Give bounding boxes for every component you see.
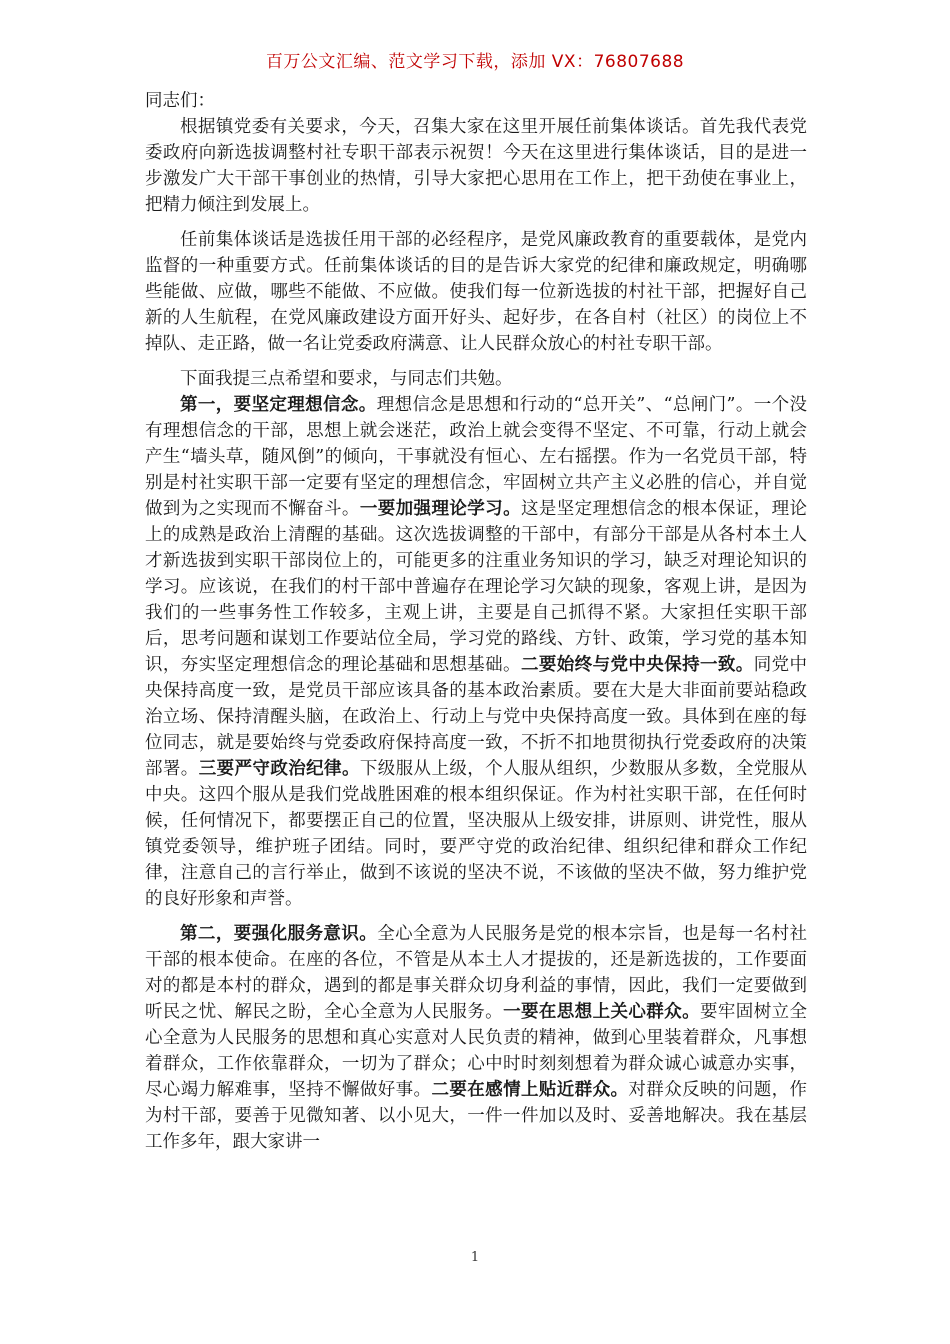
point-heading: 三要严守政治纪律。 [198,759,360,779]
paragraph-purpose: 任前集体谈话是选拔任用干部的必经程序，是党风廉政教育的重要载体，是党内监督的一种重要方式。任前集体谈话的目的是告诉大家党的纪律和廉政规定，明确哪些能做、应做，哪些不能做、不应做。使我们每一位新选拔的村社干部，把握好自己新的人生航程，在党风廉政建设方面开好头、起好步，在各自村（社区）的岗位上不掉队、走正路，做一名让党委政府满意、让人民群众放心的村社专职干部。 [145,230,807,354]
section-service [145,921,807,1155]
page-number: 1 [470,1250,480,1265]
paragraph-transition: 下面我提三点希望和要求，与同志们共勉。 [180,369,513,389]
section-text: 理想信念是思想和行动的“总开关”、“总闸门”。一个没有理想信念的干部，思想上就会迷茫，政治上就会变得不坚定、不可靠，行动上就会产生“墙头草，随风倒”的倾向，干事就没有恒心、左右摇摆。作为一名党员干部，特别是村社实职干部一定要有坚定的理想信念，牢固树立共产主义必胜的信心，并自觉做到为之实现而不懈奋斗。 [145,395,807,519]
section-text: 这是坚定理想信念的根本保证，理论上的成熟是政治上清醒的基础。这次选拔调整的干部中，有部分干部是从各村本土人才新选拔到实职干部岗位上的，可能更多的注重业务知识的学习，缺乏对理论知识的学习。应该说，在我们的村干部中普遍存在理论学习欠缺的现象，客观上讲，是因为我们的一些事务性工作较多，主观上讲，主要是自己抓得不紧。大家担任实职干部后，思考问题和谋划工作要站位全局，学习党的路线、方针、政策，学习党的基本知识，夯实坚定理想信念的理论基础和思想基础。 [145,499,808,675]
watermark-header: 百万公文汇编、范文学习下载，添加 VX：76807688 [265,52,685,72]
point-heading: 一要在思想上关心群众。 [503,1002,700,1022]
section-text: 全心全意为人民服务是党的根本宗旨，也是每一名村社干部的根本使命。在座的各位，不管是从本土人才提拔的，还是新选拔的，工作要面对的都是本村的群众，遇到的都是事关群众切身利益的事情，因此，我们一定要做到听民之忧、解民之盼，全心全意为人民服务。 [145,924,808,1022]
point-heading: 二要在感情上贴近群众。 [431,1080,629,1100]
section-heading: 第二，要强化服务意识。 [180,924,378,944]
document-body [145,88,807,1155]
point-heading: 二要始终与党中央保持一致。 [520,655,754,675]
point-heading: 一要加强理论学习。 [359,499,521,519]
section-text: 对群众反映的问题，作为村干部，要善于见微知著、以小见大，一件一件加以及时、妥善地解决。我在基层工作多年，跟大家讲一 [145,1080,808,1152]
section-text: 下级服从上级，个人服从组织，少数服从多数，全党服从中央。这四个服从是我们党战胜困难的根本组织保证。作为村社实职干部，在任何时候，任何情况下，都要摆正自己的位置，坚决服从上级安排，讲原则、讲党性，服从镇党委领导，维护班子团结。同时，要严守党的政治纪律、组织纪律和群众工作纪律，注意自己的言行举止，做到不该说的坚决不说，不该做的坚决不做，努力维护党的良好形象和声誉。 [145,759,808,909]
section-heading: 第一，要坚定理想信念。 [180,395,377,415]
section-text: 同党中央保持高度一致，是党员干部应该具备的基本政治素质。要在大是大非面前要站稳政治立场、保持清醒头脑，在政治上、行动上与党中央保持高度一致。具体到在座的每位同志，就是要始终与党委政府保持高度一致，不折不扣地贯彻执行党委政府的决策部署。 [145,655,808,779]
paragraph-intro: 根据镇党委有关要求，今天，召集大家在这里开展任前集体谈话。首先我代表党委政府向新选拔调整村社专职干部表示祝贺！今天在这里进行集体谈话，目的是进一步激发广大干部干事创业的热情，引导大家把心思用在工作上，把干劲使在事业上，把精力倾注到发展上。 [145,117,807,215]
section-text: 要牢固树立全心全意为人民服务的思想和真心实意对人民负责的精神，做到心里装着群众，凡事想着群众，工作依靠群众，一切为了群众；心中时时刻刻想着为群众诚心诚意办实事，尽心竭力解难事，坚持不懈做好事。 [145,1002,808,1100]
section-ideals [145,392,807,912]
salutation: 同志们： [145,91,215,111]
